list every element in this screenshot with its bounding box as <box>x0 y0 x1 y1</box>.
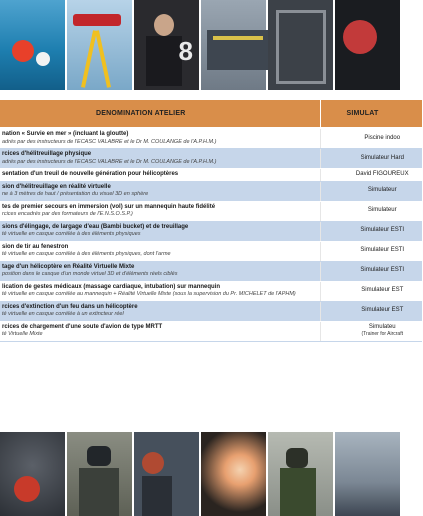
simulator-name: Simulateur <box>367 207 397 214</box>
table-row <box>0 281 422 301</box>
atelier-subtitle: té virtuelle en casque corrélée à un extincteur réel <box>2 311 124 317</box>
atelier-cell <box>0 201 320 221</box>
simulator-name: Simulateur ESTI <box>360 227 405 234</box>
atelier-title: tage d'un hélicoptère en Réalité Virtuelle Mixte <box>2 263 135 270</box>
table-row <box>0 241 422 261</box>
atelier-cell <box>0 321 320 341</box>
atelier-cell <box>0 149 320 169</box>
simulator-name: Simulateur <box>367 187 397 194</box>
atelier-subtitle: té virtuelle en casque corrélée au mannequin + Réalité Virtuelle Mixte (sous la supervision du Pr. MICHELET de l'APHM) <box>2 291 296 297</box>
strip-numeral: 8 <box>178 36 193 66</box>
table-row <box>0 169 422 182</box>
atelier-cell <box>0 241 320 261</box>
simulator-name: Simulateur ESTI <box>360 247 405 254</box>
simulator-cell <box>320 149 422 169</box>
sea-survival-pool-photo <box>0 0 65 90</box>
atelier-title: sion de tir au fenestron <box>2 243 69 250</box>
workshop-table <box>0 100 409 422</box>
table-row <box>0 181 422 201</box>
vr-landscape-photo <box>0 432 65 516</box>
atelier-subtitle: adrés par des instructeurs de l'ECASC VALABRE et le Dr M. COULANGE de l'A.P.H.M.) <box>2 158 217 165</box>
table-row <box>0 301 422 321</box>
simulator-cell <box>320 169 422 182</box>
simulator-cell <box>320 181 422 201</box>
simulator-name: Piscine indoo <box>364 134 401 141</box>
atelier-subtitle: adrés par des instructeurs de l'ECASC VALABRE et le Dr M. COULANGE de l'A.P.H.M.) <box>2 138 217 145</box>
atelier-title: rcices d'hélitreuillage physique <box>2 151 92 157</box>
atelier-cell <box>0 261 320 281</box>
simulator-cell <box>320 221 422 241</box>
simulator-cell <box>320 261 422 281</box>
atelier-cell <box>0 281 320 301</box>
atelier-subtitle: position dans le casque d'un monde virtuel 3D et d'éléments réels ciblés <box>2 271 178 277</box>
atelier-title: sions d'élingage, de largage d'eau (Bambi bucket) et de treuillage <box>2 223 189 230</box>
table-row <box>0 128 422 149</box>
cockpit-simulator-photo <box>201 0 266 90</box>
simulator-name: Simulateur ESTI <box>360 267 405 274</box>
atelier-title: sion d'hélitreuillage en réalité virtuelle <box>2 183 111 190</box>
atelier-cell <box>0 301 320 321</box>
table-row <box>0 221 422 241</box>
table-header-row <box>0 100 422 128</box>
fire-extinguisher-photo <box>201 432 266 516</box>
simulator-name: Simulateu <box>368 323 396 330</box>
vr-trainee-photo <box>67 432 132 516</box>
simulator-name: Simulateur Hard <box>360 154 404 161</box>
atelier-title: rcices d'extinction d'un feu dans un hélicoptère <box>2 303 138 310</box>
vr-user-pointing-photo <box>268 432 333 516</box>
top-photo-strip <box>0 0 400 90</box>
header-simulateur: SIMULAT <box>320 100 422 128</box>
atelier-title: lication de gestes médicaux (massage cardiaque, intubation) sur mannequin <box>2 283 221 290</box>
table-row <box>0 321 422 341</box>
bottom-photo-strip <box>0 432 400 516</box>
atelier-cell <box>0 181 320 201</box>
atelier-subtitle: té virtuelle en casque corrélée à des éléments physiques, dont l'arme <box>2 251 171 257</box>
atelier-title: tes de premier secours en immersion (vol) sur un mannequin haute fidélité <box>2 203 216 210</box>
simulator-cell <box>320 241 422 261</box>
simulator-cell <box>320 321 422 341</box>
atelier-cell <box>0 169 320 182</box>
simulator-cell <box>320 128 422 149</box>
atelier-cell <box>0 128 320 149</box>
vr-headset-operator-photo <box>134 0 199 90</box>
helicopter-cabin-photo <box>335 0 400 90</box>
simulator-name: David FIGOUREUX <box>355 171 409 177</box>
atelier-subtitle: té Virtuelle Mixte <box>2 331 43 337</box>
simulator-name: Simulateur EST <box>361 307 404 314</box>
simulator-name: Simulateur EST <box>361 287 404 294</box>
table-row <box>0 201 422 221</box>
atelier-subtitle: ne à 3 mètres de haut / présentation du visuel 3D en sphère <box>2 191 149 197</box>
table-row <box>0 261 422 281</box>
firearm-simulator-photo <box>134 432 199 516</box>
simulator-subtitle: (Trainer for Aircraft <box>361 331 403 337</box>
atelier-subtitle: té virtuelle en casque corrélée à des éléments physiques <box>2 231 141 237</box>
atelier-cell <box>0 221 320 241</box>
simulator-cell <box>320 281 422 301</box>
outdoor-training-photo <box>335 432 400 516</box>
atelier-title: sentation d'un treuil de nouvelle génération pour hélicoptères <box>2 171 179 177</box>
header-denomination-atelier: DENOMINATION ATELIER <box>0 100 320 128</box>
atelier-title: rcices de chargement d'une soute d'avion de type MRTT <box>2 323 163 330</box>
atelier-title: nation « Survie en mer » (incluant la gloutte) <box>2 131 129 137</box>
simulator-frame-photo <box>268 0 333 90</box>
atelier-subtitle: rcices encadrés par des formateurs de l'E.N.S.O.S.P.) <box>2 211 133 217</box>
simulator-cell <box>320 301 422 321</box>
simulator-cell <box>320 201 422 221</box>
table-row <box>0 149 422 169</box>
helicopter-winch-photo <box>67 0 132 90</box>
